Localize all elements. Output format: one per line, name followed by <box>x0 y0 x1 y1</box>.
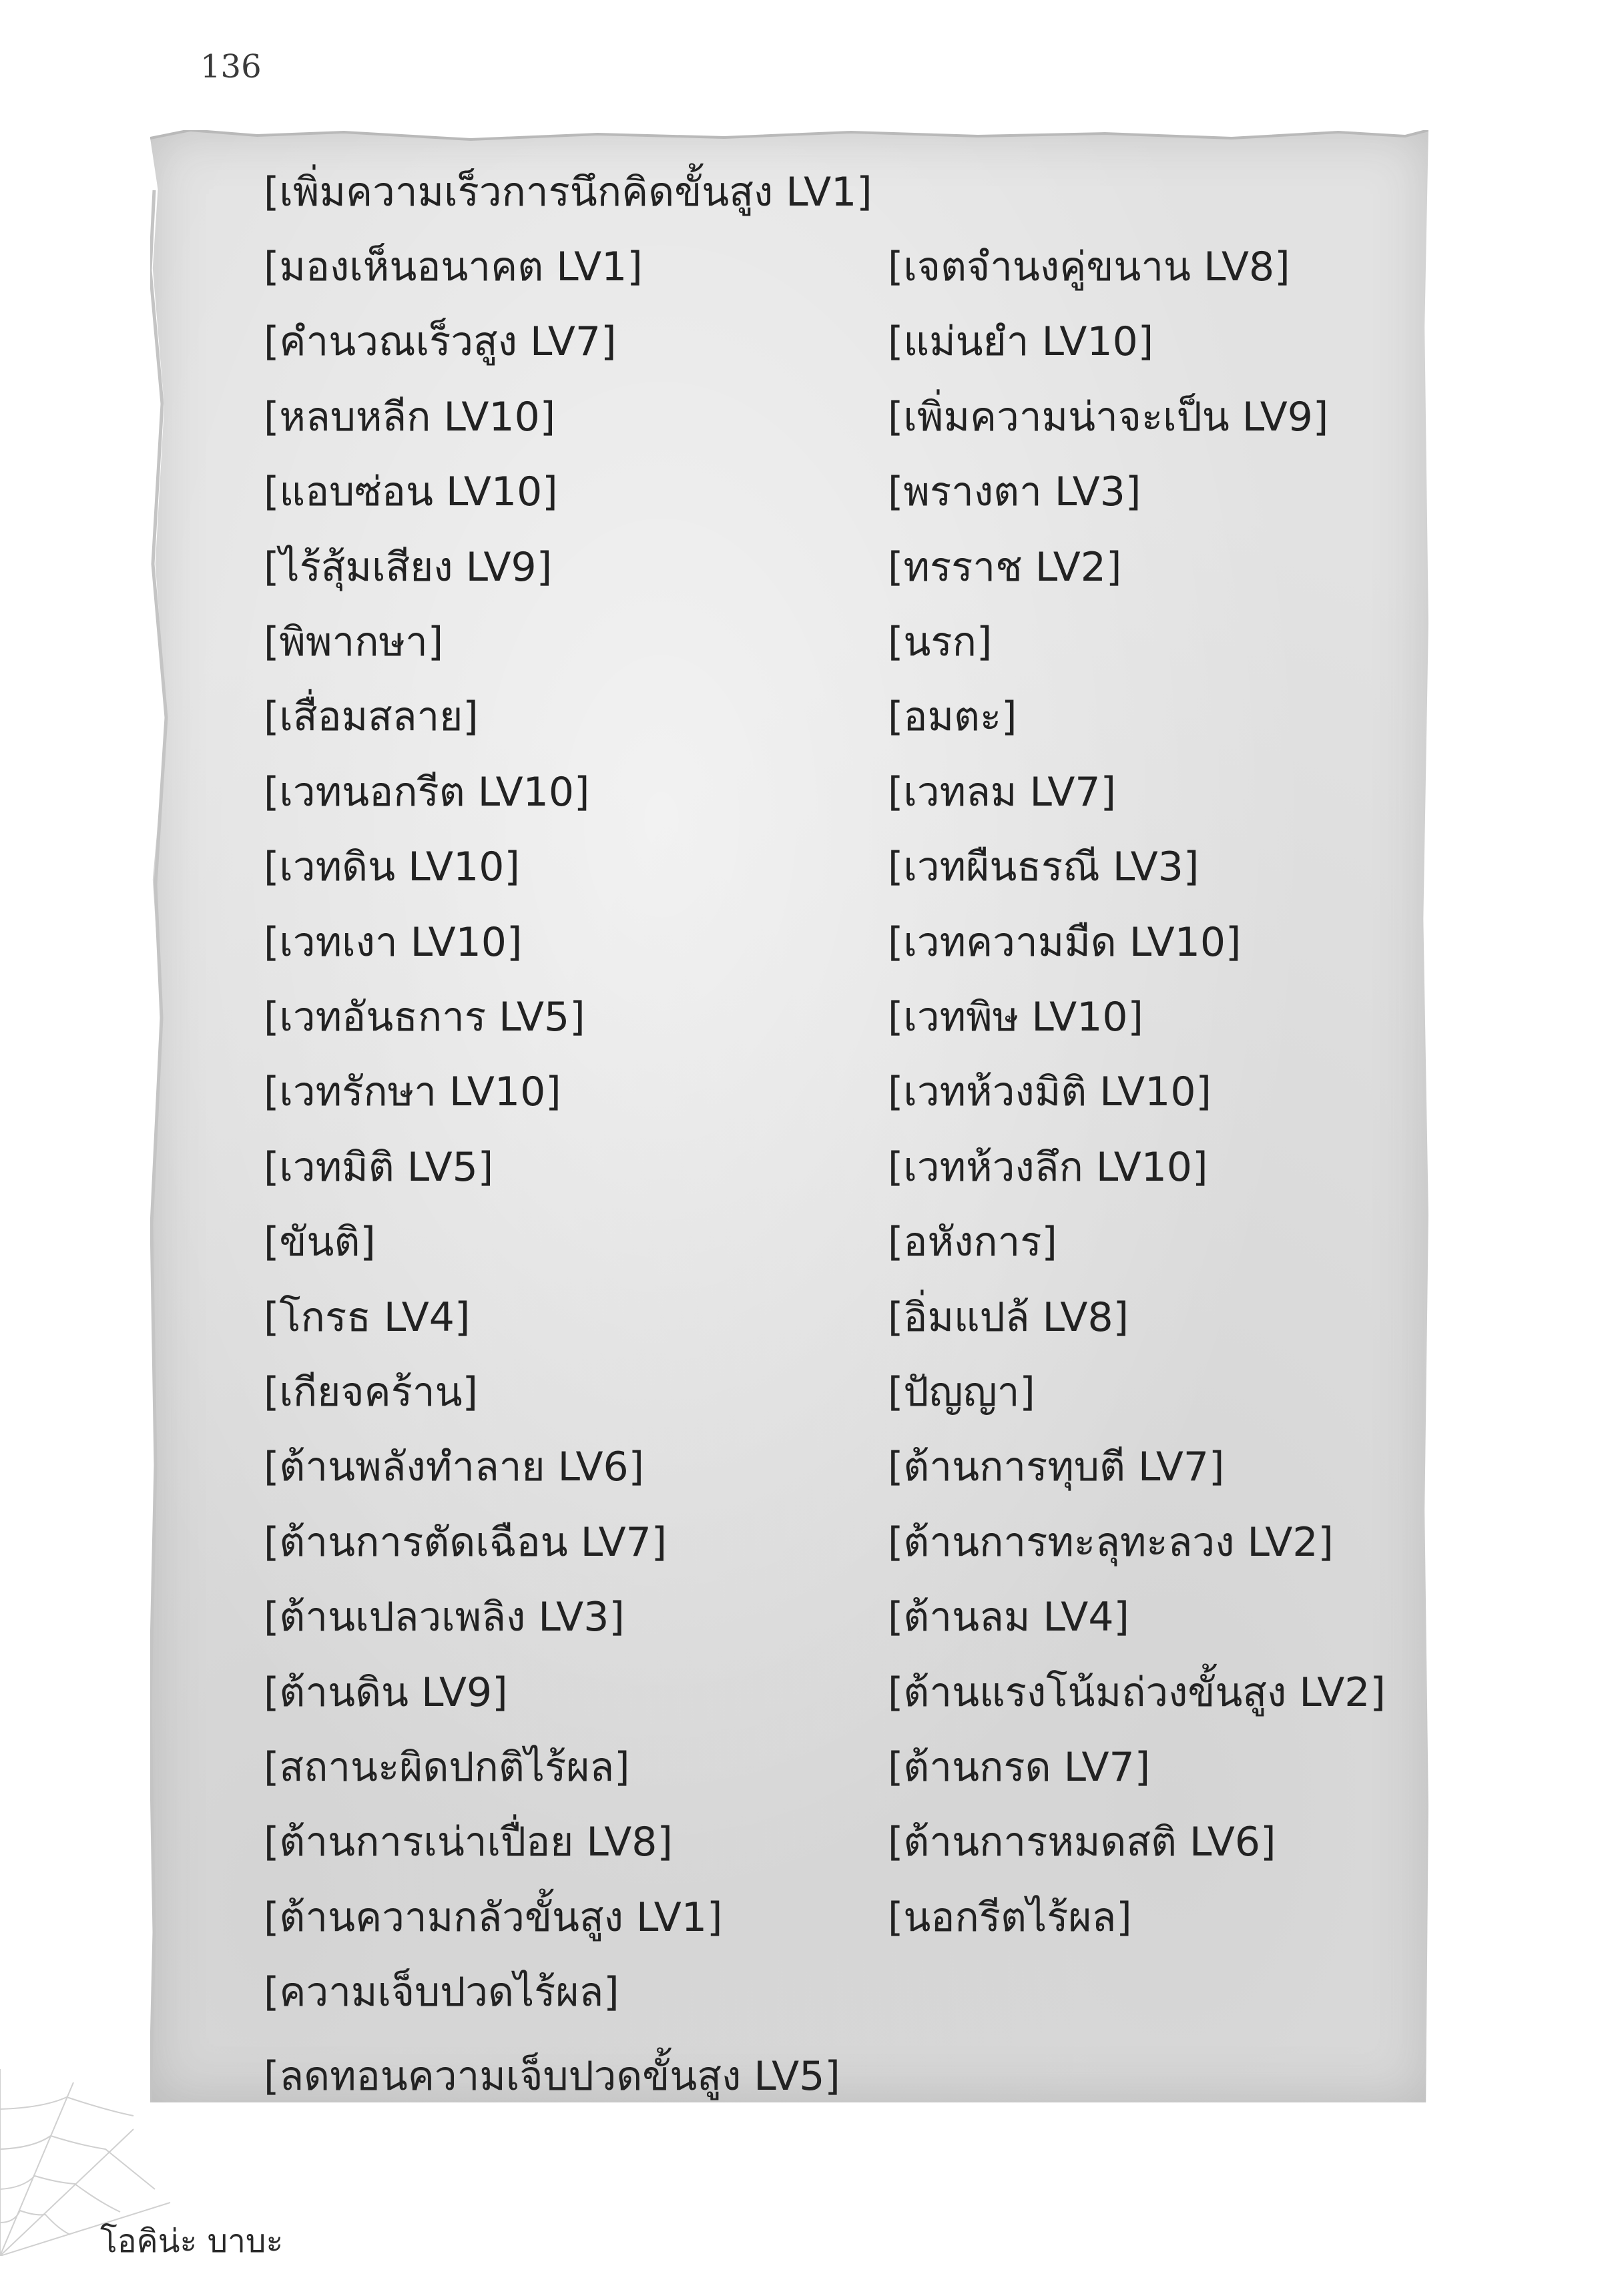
skill-entry-left: [ต้านเปลวเพลิง LV3] <box>264 1594 625 1641</box>
skill-entry-left: [ขันติ] <box>264 1219 376 1265</box>
skill-entry-right: [ปัญญา] <box>888 1369 1035 1416</box>
skill-entry-left: [ไร้สุ้มเสียง LV9] <box>264 544 553 591</box>
skill-entry-right: [ต้านแรงโน้มถ่วงขั้นสูง LV2] <box>888 1669 1386 1716</box>
skill-entry-left: [สถานะผิดปกติไร้ผล] <box>264 1744 630 1791</box>
skill-entry-left: [เวทเงา LV10] <box>264 919 523 966</box>
skill-entry-right: [เวทห้วงลึก LV10] <box>888 1144 1208 1191</box>
skill-entry-right: [นรก] <box>888 619 993 665</box>
skill-entry-left: [เวทมิติ LV5] <box>264 1144 494 1191</box>
skill-entry-left: [มองเห็นอนาคต LV1] <box>264 244 643 290</box>
skill-entry-left: [ต้านการเน่าเปื่อย LV8] <box>264 1819 673 1866</box>
page-number: 136 <box>200 48 262 85</box>
skill-entry-right: [เวทผืนธรณี LV3] <box>888 844 1199 890</box>
skill-entry-bottom: [ลดทอนความเจ็บปวดขั้นสูง LV5] <box>264 2053 840 2100</box>
skill-entry-right: [อหังการ] <box>888 1219 1057 1265</box>
skill-entry-left: [แอบซ่อน LV10] <box>264 469 558 515</box>
skill-entry-right: [ต้านกรด LV7] <box>888 1744 1151 1791</box>
skill-entry-right: [ต้านการหมดสติ LV6] <box>888 1819 1276 1866</box>
skill-entry-left: [ต้านพลังทำลาย LV6] <box>264 1444 645 1490</box>
skill-entry-right: [พรางตา LV3] <box>888 469 1141 515</box>
skill-entry-left: [ต้านดิน LV9] <box>264 1669 508 1716</box>
skill-entry-left: [หลบหลีก LV10] <box>264 394 556 441</box>
skill-entry-left: [เวทนอกรีต LV10] <box>264 769 590 816</box>
skill-entry-left: [เสื่อมสลาย] <box>264 693 479 740</box>
skill-entry-right: [ต้านการทุบตี LV7] <box>888 1444 1225 1490</box>
skill-entry-left: [เกียจคร้าน] <box>264 1369 479 1416</box>
skill-entry-left: [ต้านความกลัวขั้นสูง LV1] <box>264 1894 723 1941</box>
skill-entry-right: [ต้านการทะลุทะลวง LV2] <box>888 1519 1334 1566</box>
skill-entry-right: [เวทพิษ LV10] <box>888 994 1143 1041</box>
author-name: โอคิน่ะ บาบะ <box>100 2223 284 2260</box>
skill-entry-right: [เวทลม LV7] <box>888 769 1117 816</box>
skill-entry-right: [เจตจำนงคู่ขนาน LV8] <box>888 244 1290 290</box>
skill-entry-left: [พิพากษา] <box>264 619 444 665</box>
skill-entry-right: [ทรราช LV2] <box>888 544 1122 591</box>
skill-entry-left: [ความเจ็บปวดไร้ผล] <box>264 1969 619 2016</box>
skill-entry-right: [นอกรีตไร้ผล] <box>888 1894 1132 1941</box>
skill-entry-top: [เพิ่มความเร็วการนึกคิดขั้นสูง LV1] <box>264 169 872 216</box>
skill-entry-right: [เวทห้วงมิติ LV10] <box>888 1069 1212 1115</box>
skill-entry-right: [ต้านลม LV4] <box>888 1594 1129 1641</box>
skill-entry-right: [เพิ่มความน่าจะเป็น LV9] <box>888 394 1329 441</box>
skill-entry-right: [อิ่มแปล้ LV8] <box>888 1294 1129 1341</box>
skill-entry-right: [เวทความมืด LV10] <box>888 919 1242 966</box>
skill-entry-left: [เวทดิน LV10] <box>264 844 520 890</box>
skill-entry-left: [คำนวณเร็วสูง LV7] <box>264 318 617 365</box>
skill-entry-left: [ต้านการตัดเฉือน LV7] <box>264 1519 667 1566</box>
skill-entry-right: [อมตะ] <box>888 693 1017 740</box>
skill-entry-right: [แม่นยำ LV10] <box>888 318 1154 365</box>
skill-entry-left: [เวทอันธการ LV5] <box>264 994 585 1041</box>
skill-entry-left: [เวทรักษา LV10] <box>264 1069 561 1115</box>
skill-entry-left: [โกรธ LV4] <box>264 1294 471 1341</box>
